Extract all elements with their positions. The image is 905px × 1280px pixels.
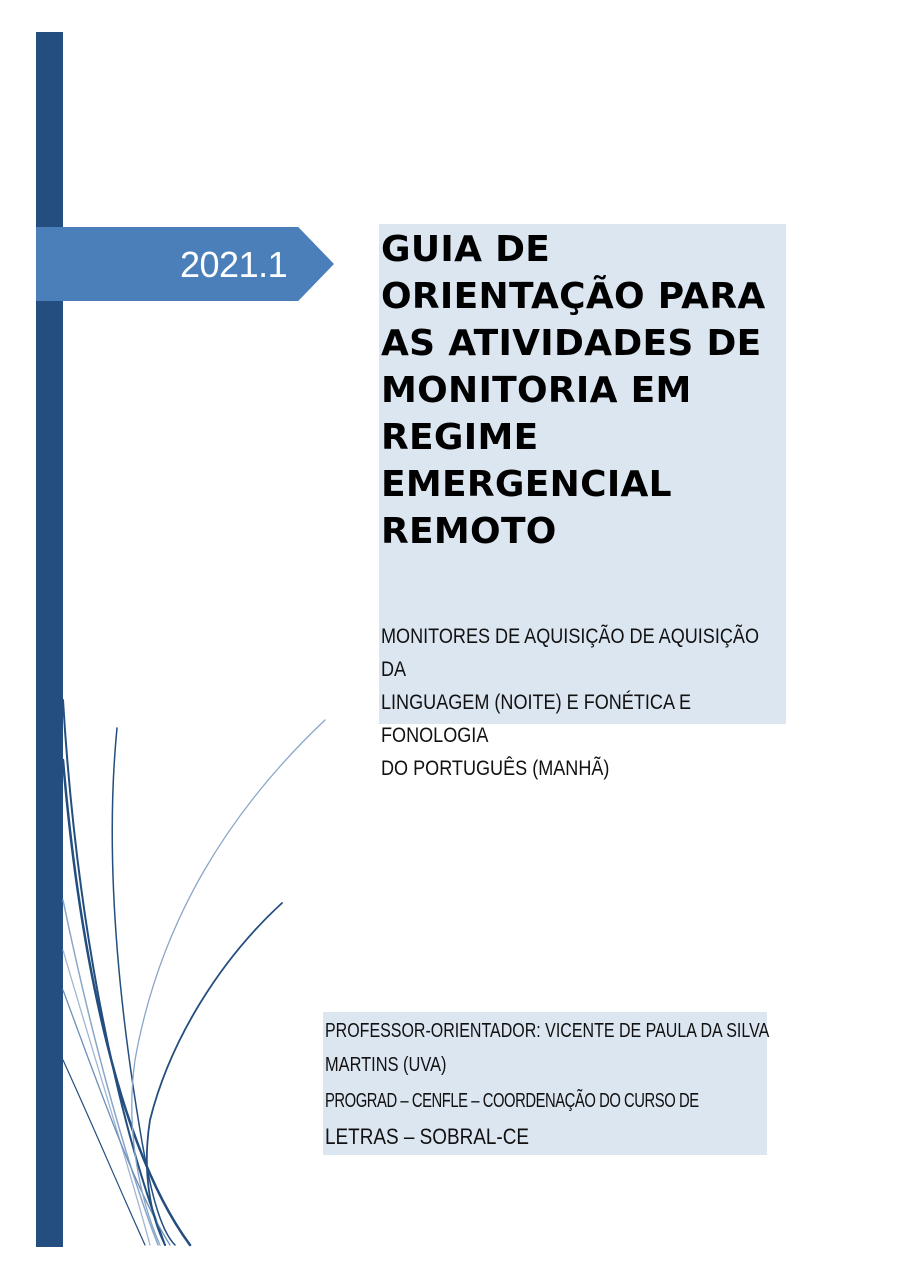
decor-curve-1 bbox=[63, 700, 165, 1245]
decor-curve-2 bbox=[63, 760, 190, 1245]
credit-line-advisor-affiliation: MARTINS (UVA) bbox=[325, 1054, 447, 1076]
decor-curve-8 bbox=[147, 903, 282, 1245]
credit-line-advisor: PROFESSOR-ORIENTADOR: VICENTE DE PAULA DA SILVA bbox=[325, 1020, 770, 1042]
decor-curve-6 bbox=[112, 728, 175, 1245]
decor-curve-7 bbox=[132, 720, 325, 1245]
decor-curve-5 bbox=[63, 990, 170, 1245]
credit-line-location: LETRAS – SOBRAL-CE bbox=[325, 1124, 529, 1149]
decor-curve-9 bbox=[63, 1060, 145, 1245]
sidebar-stripe bbox=[36, 32, 63, 1247]
document-subtitle: MONITORES DE AQUISIÇÃO DE AQUISIÇÃO DA LINGUAGEM (NOITE) E FONÉTICA E FONOLOGIA DO PORTUGUÊS (MANHÃ) bbox=[381, 625, 760, 780]
document-title: GUIA DE ORIENTAÇÃO PARA AS ATIVIDADES DE MONITORIA EM REGIME EMERGENCIAL REMOTO bbox=[381, 229, 766, 552]
credit-line-department: PROGRAD – CENFLE – COORDENAÇÃO DO CURSO DE bbox=[325, 1090, 699, 1112]
decor-curve-4 bbox=[63, 950, 150, 1245]
decor-curve-3 bbox=[63, 900, 158, 1245]
year-label: 2021.1 bbox=[180, 244, 288, 285]
